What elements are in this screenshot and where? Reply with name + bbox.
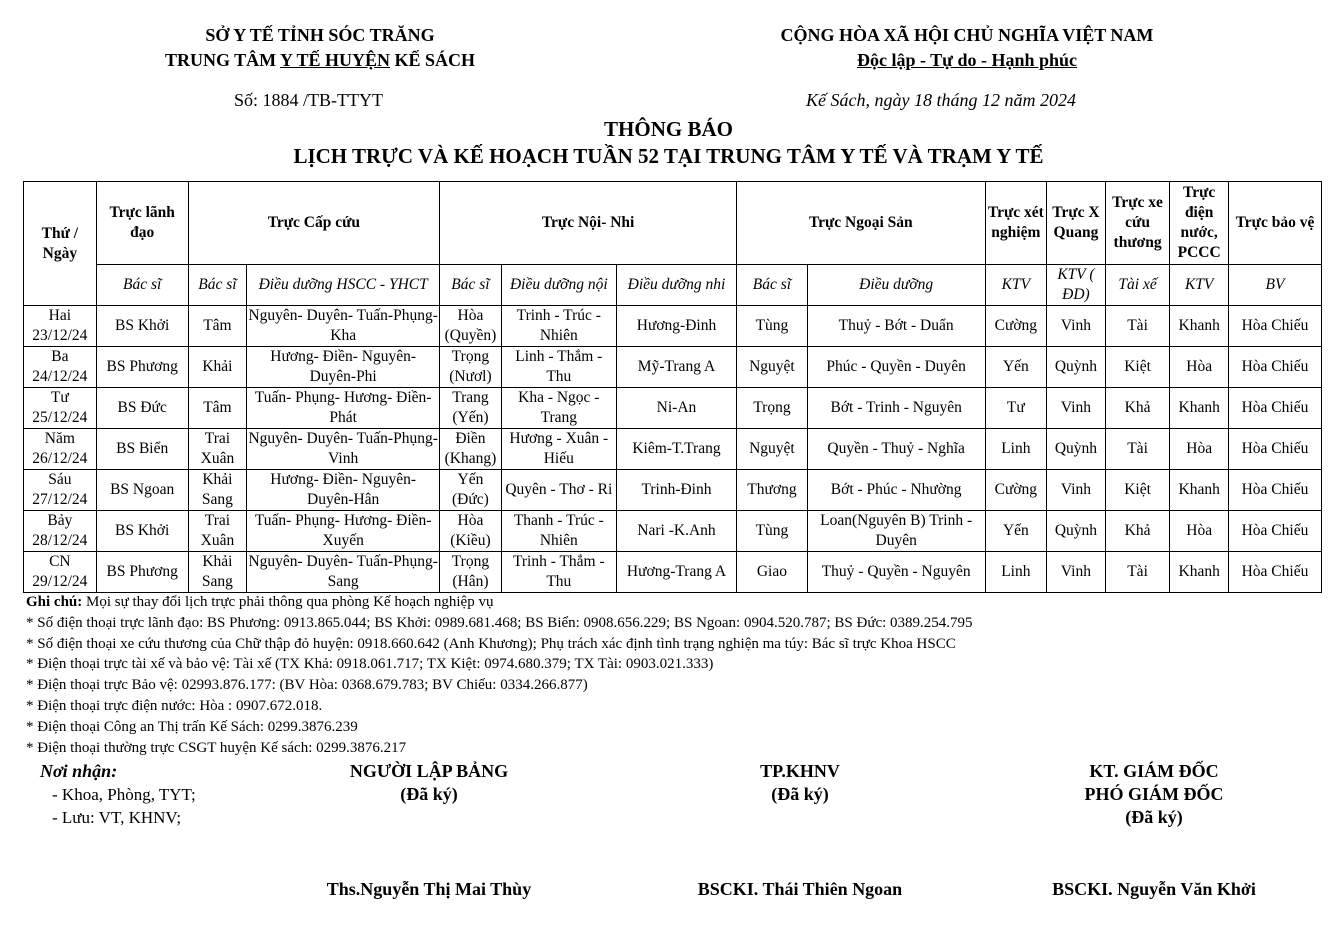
cell-leader: BS Khởi bbox=[96, 511, 188, 552]
issuer-center-c: KẾ SÁCH bbox=[390, 50, 476, 70]
cell-day bbox=[24, 552, 97, 593]
cell-utility: Hòa bbox=[1170, 511, 1229, 552]
issuer-center-b: Y TẾ HUYỆN bbox=[279, 50, 390, 70]
col-day: Thứ / Ngày bbox=[24, 182, 97, 306]
cell-em-nurse: Hương- Điền- Nguyên-Duyên-Phi bbox=[247, 347, 440, 388]
col-xray: Trực X Quang bbox=[1047, 182, 1106, 265]
signature-title: KT. GIÁM ĐỐC bbox=[1089, 761, 1219, 781]
cell-day bbox=[24, 470, 97, 511]
cell-ambulance: Tài bbox=[1105, 429, 1170, 470]
cell-xray: Vinh bbox=[1047, 470, 1106, 511]
day-name: Bảy bbox=[47, 512, 73, 529]
cell-lab: Linh bbox=[985, 429, 1047, 470]
cell-in-ped: Hương-Trang A bbox=[616, 552, 736, 593]
recipient-item: - Lưu: VT, KHNV; bbox=[52, 808, 182, 827]
signature-title: NGƯỜI LẬP BẢNG bbox=[349, 761, 509, 781]
table-row bbox=[24, 388, 1322, 429]
issuer-center bbox=[120, 48, 520, 73]
day-name: Hai bbox=[48, 307, 72, 324]
recipients-title: Nơi nhận: bbox=[40, 761, 118, 781]
note-line: * Điện thoại trực tài xế và bảo vệ: Tài xế (TX Khả: 0918.061.717; TX Kiệt: 0974.680.379; TX Tài: 0903.021.333) bbox=[26, 656, 714, 673]
cell-em-nurse: Tuấn- Phụng- Hương- Điền-Phát bbox=[247, 388, 440, 429]
table-row bbox=[24, 306, 1322, 347]
cell-utility: Khanh bbox=[1170, 552, 1229, 593]
cell-utility: Khanh bbox=[1170, 470, 1229, 511]
day-name: Tư bbox=[50, 389, 69, 406]
cell-su-nurse: Thuỷ - Bớt - Duẩn bbox=[807, 306, 985, 347]
table-row bbox=[24, 429, 1322, 470]
cell-em-doctor: Khải Sang bbox=[188, 470, 247, 511]
sub-em-doctor: Bác sĩ bbox=[188, 265, 247, 306]
national-motto-text: Độc lập - Tự do - Hạnh phúc bbox=[856, 50, 1078, 70]
cell-security: Hòa Chiếu bbox=[1228, 429, 1321, 470]
cell-leader: BS Phương bbox=[96, 347, 188, 388]
cell-in-ped: Hương-Đinh bbox=[616, 306, 736, 347]
cell-em-nurse: Nguyên- Duyên- Tuấn-Phụng-Sang bbox=[247, 552, 440, 593]
day-date: 27/12/24 bbox=[32, 491, 88, 508]
sub-in-doctor: Bác sĩ bbox=[440, 265, 502, 306]
table-body bbox=[24, 306, 1322, 593]
signature-preparer bbox=[279, 760, 579, 899]
cell-utility: Hòa bbox=[1170, 347, 1229, 388]
cell-lab: Linh bbox=[985, 552, 1047, 593]
cell-leader: BS Khởi bbox=[96, 306, 188, 347]
day-date: 28/12/24 bbox=[32, 532, 88, 549]
cell-su-nurse: Quyền - Thuỷ - Nghĩa bbox=[807, 429, 985, 470]
sub-ambulance: Tài xế bbox=[1105, 265, 1170, 306]
cell-em-doctor: Khải Sang bbox=[188, 552, 247, 593]
sub-su-nurse: Điều dưỡng bbox=[807, 265, 985, 306]
cell-su-doctor: Giao bbox=[737, 552, 808, 593]
cell-security: Hòa Chiếu bbox=[1228, 388, 1321, 429]
cell-em-doctor: Trai Xuân bbox=[188, 429, 247, 470]
cell-in-ped: Mỹ-Trang A bbox=[616, 347, 736, 388]
table-row bbox=[24, 511, 1322, 552]
cell-in-doctor: Trang (Yến) bbox=[440, 388, 502, 429]
issuer-department: SỞ Y TẾ TỈNH SÓC TRĂNG bbox=[205, 25, 435, 45]
cell-ambulance: Khả bbox=[1105, 511, 1170, 552]
cell-security: Hòa Chiếu bbox=[1228, 347, 1321, 388]
sub-security: BV bbox=[1228, 265, 1321, 306]
cell-xray: Quỳnh bbox=[1047, 429, 1106, 470]
cell-xray: Vinh bbox=[1047, 388, 1106, 429]
sub-leader: Bác sĩ bbox=[96, 265, 188, 306]
national-motto bbox=[745, 48, 1189, 73]
cell-su-nurse: Bớt - Trinh - Nguyên bbox=[807, 388, 985, 429]
cell-day bbox=[24, 429, 97, 470]
day-date: 25/12/24 bbox=[32, 409, 88, 426]
cell-ambulance: Tài bbox=[1105, 552, 1170, 593]
cell-in-doctor: Trọng (Hân) bbox=[440, 552, 502, 593]
cell-ambulance: Khả bbox=[1105, 388, 1170, 429]
cell-su-nurse: Bớt - Phúc - Nhường bbox=[807, 470, 985, 511]
note-line: * Điện thoại trực điện nước: Hòa : 0907.672.018. bbox=[26, 697, 323, 714]
cell-in-doctor: Trọng (Nươl) bbox=[440, 347, 502, 388]
cell-ambulance: Tài bbox=[1105, 306, 1170, 347]
cell-em-doctor: Tâm bbox=[188, 388, 247, 429]
cell-in-nurse: Trinh - Trúc - Nhiên bbox=[501, 306, 616, 347]
cell-in-nurse: Thanh - Trúc - Nhiên bbox=[501, 511, 616, 552]
document-title: THÔNG BÁO bbox=[604, 117, 733, 141]
day-name: Ba bbox=[51, 348, 69, 365]
cell-em-doctor: Tâm bbox=[188, 306, 247, 347]
sub-xray: KTV ( ĐD) bbox=[1047, 265, 1106, 306]
table-row bbox=[24, 347, 1322, 388]
cell-day bbox=[24, 511, 97, 552]
table-subheader-row bbox=[24, 265, 1322, 306]
cell-security: Hòa Chiếu bbox=[1228, 511, 1321, 552]
document-subtitle: LỊCH TRỰC VÀ KẾ HOẠCH TUẦN 52 TẠI TRUNG TÂM Y TẾ VÀ TRẠM Y TẾ bbox=[293, 144, 1044, 168]
notes-label: Ghi chú: bbox=[26, 594, 83, 610]
signature-khnv bbox=[650, 760, 950, 899]
sub-su-doctor: Bác sĩ bbox=[737, 265, 808, 306]
cell-em-doctor: Trai Xuân bbox=[188, 511, 247, 552]
cell-in-doctor: Yến (Đức) bbox=[440, 470, 502, 511]
signature-status: (Đã ký) bbox=[771, 784, 829, 804]
note-line: * Số điện thoại trực lãnh đạo: BS Phương: 0913.865.044; BS Khởi: 0989.681.468; BS Biển: 0908.656.229; BS Ngoan: 0904.520.787; BS Đức: 0389.254.795 bbox=[26, 614, 973, 631]
sub-lab: KTV bbox=[985, 265, 1047, 306]
note-line: * Điện thoại trực Bảo vệ: 02993.876.177: (BV Hòa: 0368.679.783; BV Chiếu: 0334.266.877) bbox=[26, 677, 588, 694]
day-date: 24/12/24 bbox=[32, 368, 88, 385]
note-line: * Điện thoại Công an Thị trấn Kế Sách: 0299.3876.239 bbox=[26, 718, 358, 735]
cell-xray: Quỳnh bbox=[1047, 511, 1106, 552]
cell-su-doctor: Tùng bbox=[737, 306, 808, 347]
cell-in-nurse: Kha - Ngọc - Trang bbox=[501, 388, 616, 429]
sub-em-nurse: Điều dưỡng HSCC - YHCT bbox=[247, 265, 440, 306]
cell-leader: BS Phương bbox=[96, 552, 188, 593]
notes-block bbox=[26, 592, 973, 758]
cell-su-nurse: Loan(Nguyên B) Trinh - Duyên bbox=[807, 511, 985, 552]
signature-status: (Đã ký) bbox=[400, 784, 458, 804]
day-date: 23/12/24 bbox=[32, 327, 88, 344]
day-date: 26/12/24 bbox=[32, 450, 88, 467]
note-line: * Điện thoại thường trực CSGT huyện Kế sách: 0299.3876.217 bbox=[26, 739, 407, 756]
day-name: Năm bbox=[44, 430, 75, 447]
signature-title: TP.KHNV bbox=[760, 761, 840, 781]
cell-su-nurse: Phúc - Quyền - Duyên bbox=[807, 347, 985, 388]
sub-in-nurse-internal: Điều dưỡng nội bbox=[501, 265, 616, 306]
day-name: CN bbox=[49, 553, 71, 570]
cell-utility: Hòa bbox=[1170, 429, 1229, 470]
cell-ambulance: Kiệt bbox=[1105, 470, 1170, 511]
signature-director bbox=[1004, 760, 1304, 899]
sub-in-nurse-pediatric: Điều dưỡng nhi bbox=[616, 265, 736, 306]
cell-day bbox=[24, 347, 97, 388]
cell-su-doctor: Trọng bbox=[737, 388, 808, 429]
col-leader: Trực lãnh đạo bbox=[96, 182, 188, 265]
cell-in-nurse: Hương - Xuân - Hiếu bbox=[501, 429, 616, 470]
col-emergency: Trực Cấp cứu bbox=[188, 182, 440, 265]
cell-su-doctor: Tùng bbox=[737, 511, 808, 552]
col-utility: Trực điện nước, PCCC bbox=[1170, 182, 1229, 265]
cell-in-nurse: Trinh - Thắm - Thu bbox=[501, 552, 616, 593]
national-header bbox=[745, 23, 1189, 73]
document-date: Kế Sách, ngày 18 tháng 12 năm 2024 bbox=[806, 90, 1076, 110]
cell-xray: Quỳnh bbox=[1047, 347, 1106, 388]
cell-su-doctor: Thương bbox=[737, 470, 808, 511]
cell-xray: Vinh bbox=[1047, 552, 1106, 593]
cell-xray: Vinh bbox=[1047, 306, 1106, 347]
cell-in-ped: Nari -K.Anh bbox=[616, 511, 736, 552]
issuer-block bbox=[120, 23, 520, 73]
cell-in-ped: Kiêm-T.Trang bbox=[616, 429, 736, 470]
cell-lab: Cường bbox=[985, 470, 1047, 511]
sub-utility: KTV bbox=[1170, 265, 1229, 306]
cell-security: Hòa Chiếu bbox=[1228, 552, 1321, 593]
cell-in-doctor: Điền (Khang) bbox=[440, 429, 502, 470]
cell-lab: Yến bbox=[985, 347, 1047, 388]
table-row bbox=[24, 552, 1322, 593]
signature-name: BSCKI. Thái Thiên Ngoan bbox=[697, 879, 903, 899]
signature-title-2: PHÓ GIÁM ĐỐC bbox=[1084, 784, 1224, 804]
day-name: Sáu bbox=[48, 471, 72, 488]
cell-em-nurse: Nguyên- Duyên- Tuấn-Phụng-Vinh bbox=[247, 429, 440, 470]
cell-em-nurse: Nguyên- Duyên- Tuấn-Phụng-Kha bbox=[247, 306, 440, 347]
cell-in-nurse: Quyên - Thơ - Ri bbox=[501, 470, 616, 511]
signature-status: (Đã ký) bbox=[1125, 807, 1183, 827]
col-internal: Trực Nội- Nhi bbox=[440, 182, 737, 265]
document-number: Số: 1884 /TB-TTYT bbox=[234, 90, 383, 110]
cell-in-doctor: Hòa (Kiều) bbox=[440, 511, 502, 552]
cell-in-doctor: Hòa (Quyền) bbox=[440, 306, 502, 347]
cell-utility: Khanh bbox=[1170, 388, 1229, 429]
cell-in-ped: Trinh-Đinh bbox=[616, 470, 736, 511]
cell-leader: BS Biển bbox=[96, 429, 188, 470]
issuer-center-a: TRUNG TÂM bbox=[164, 50, 280, 70]
cell-in-nurse: Linh - Thắm - Thu bbox=[501, 347, 616, 388]
notes-first-text: Mọi sự thay đổi lịch trực phải thông qua phòng Kế hoạch nghiệp vụ bbox=[82, 594, 494, 610]
cell-su-doctor: Nguyệt bbox=[737, 347, 808, 388]
recipients-block bbox=[40, 760, 196, 829]
cell-day bbox=[24, 388, 97, 429]
cell-utility: Khanh bbox=[1170, 306, 1229, 347]
duty-schedule-table bbox=[23, 181, 1322, 593]
note-line: * Số điện thoại xe cứu thương của Chữ thập đỏ huyện: 0918.660.642 (Anh Khương); Phụ trách xác định tình trạng nghiện ma túy: Bác sĩ trực Khoa HSCC bbox=[26, 635, 956, 652]
table-row bbox=[24, 470, 1322, 511]
col-ambulance: Trực xe cứu thương bbox=[1105, 182, 1170, 265]
recipient-item: - Khoa, Phòng, TYT; bbox=[52, 785, 196, 804]
cell-leader: BS Đức bbox=[96, 388, 188, 429]
notes-first-line bbox=[26, 592, 973, 613]
cell-ambulance: Kiệt bbox=[1105, 347, 1170, 388]
signature-name: Ths.Nguyễn Thị Mai Thùy bbox=[326, 879, 532, 899]
col-lab: Trực xét nghiệm bbox=[985, 182, 1047, 265]
table-header-row bbox=[24, 182, 1322, 265]
national-title: CỘNG HÒA XÃ HỘI CHỦ NGHĨA VIỆT NAM bbox=[780, 25, 1154, 45]
cell-su-doctor: Nguyệt bbox=[737, 429, 808, 470]
cell-em-nurse: Hương- Điền- Nguyên-Duyên-Hân bbox=[247, 470, 440, 511]
cell-lab: Tư bbox=[985, 388, 1047, 429]
cell-lab: Yến bbox=[985, 511, 1047, 552]
cell-em-nurse: Tuấn- Phụng- Hương- Điền-Xuyến bbox=[247, 511, 440, 552]
cell-leader: BS Ngoan bbox=[96, 470, 188, 511]
cell-su-nurse: Thuỷ - Quyền - Nguyên bbox=[807, 552, 985, 593]
cell-security: Hòa Chiếu bbox=[1228, 306, 1321, 347]
cell-lab: Cường bbox=[985, 306, 1047, 347]
cell-in-ped: Ni-An bbox=[616, 388, 736, 429]
signature-name: BSCKI. Nguyễn Văn Khởi bbox=[1052, 879, 1256, 899]
cell-day bbox=[24, 306, 97, 347]
day-date: 29/12/24 bbox=[32, 573, 88, 590]
col-surgery: Trực Ngoại Sản bbox=[737, 182, 985, 265]
cell-em-doctor: Khải bbox=[188, 347, 247, 388]
cell-security: Hòa Chiếu bbox=[1228, 470, 1321, 511]
col-security: Trực bảo vệ bbox=[1228, 182, 1321, 265]
